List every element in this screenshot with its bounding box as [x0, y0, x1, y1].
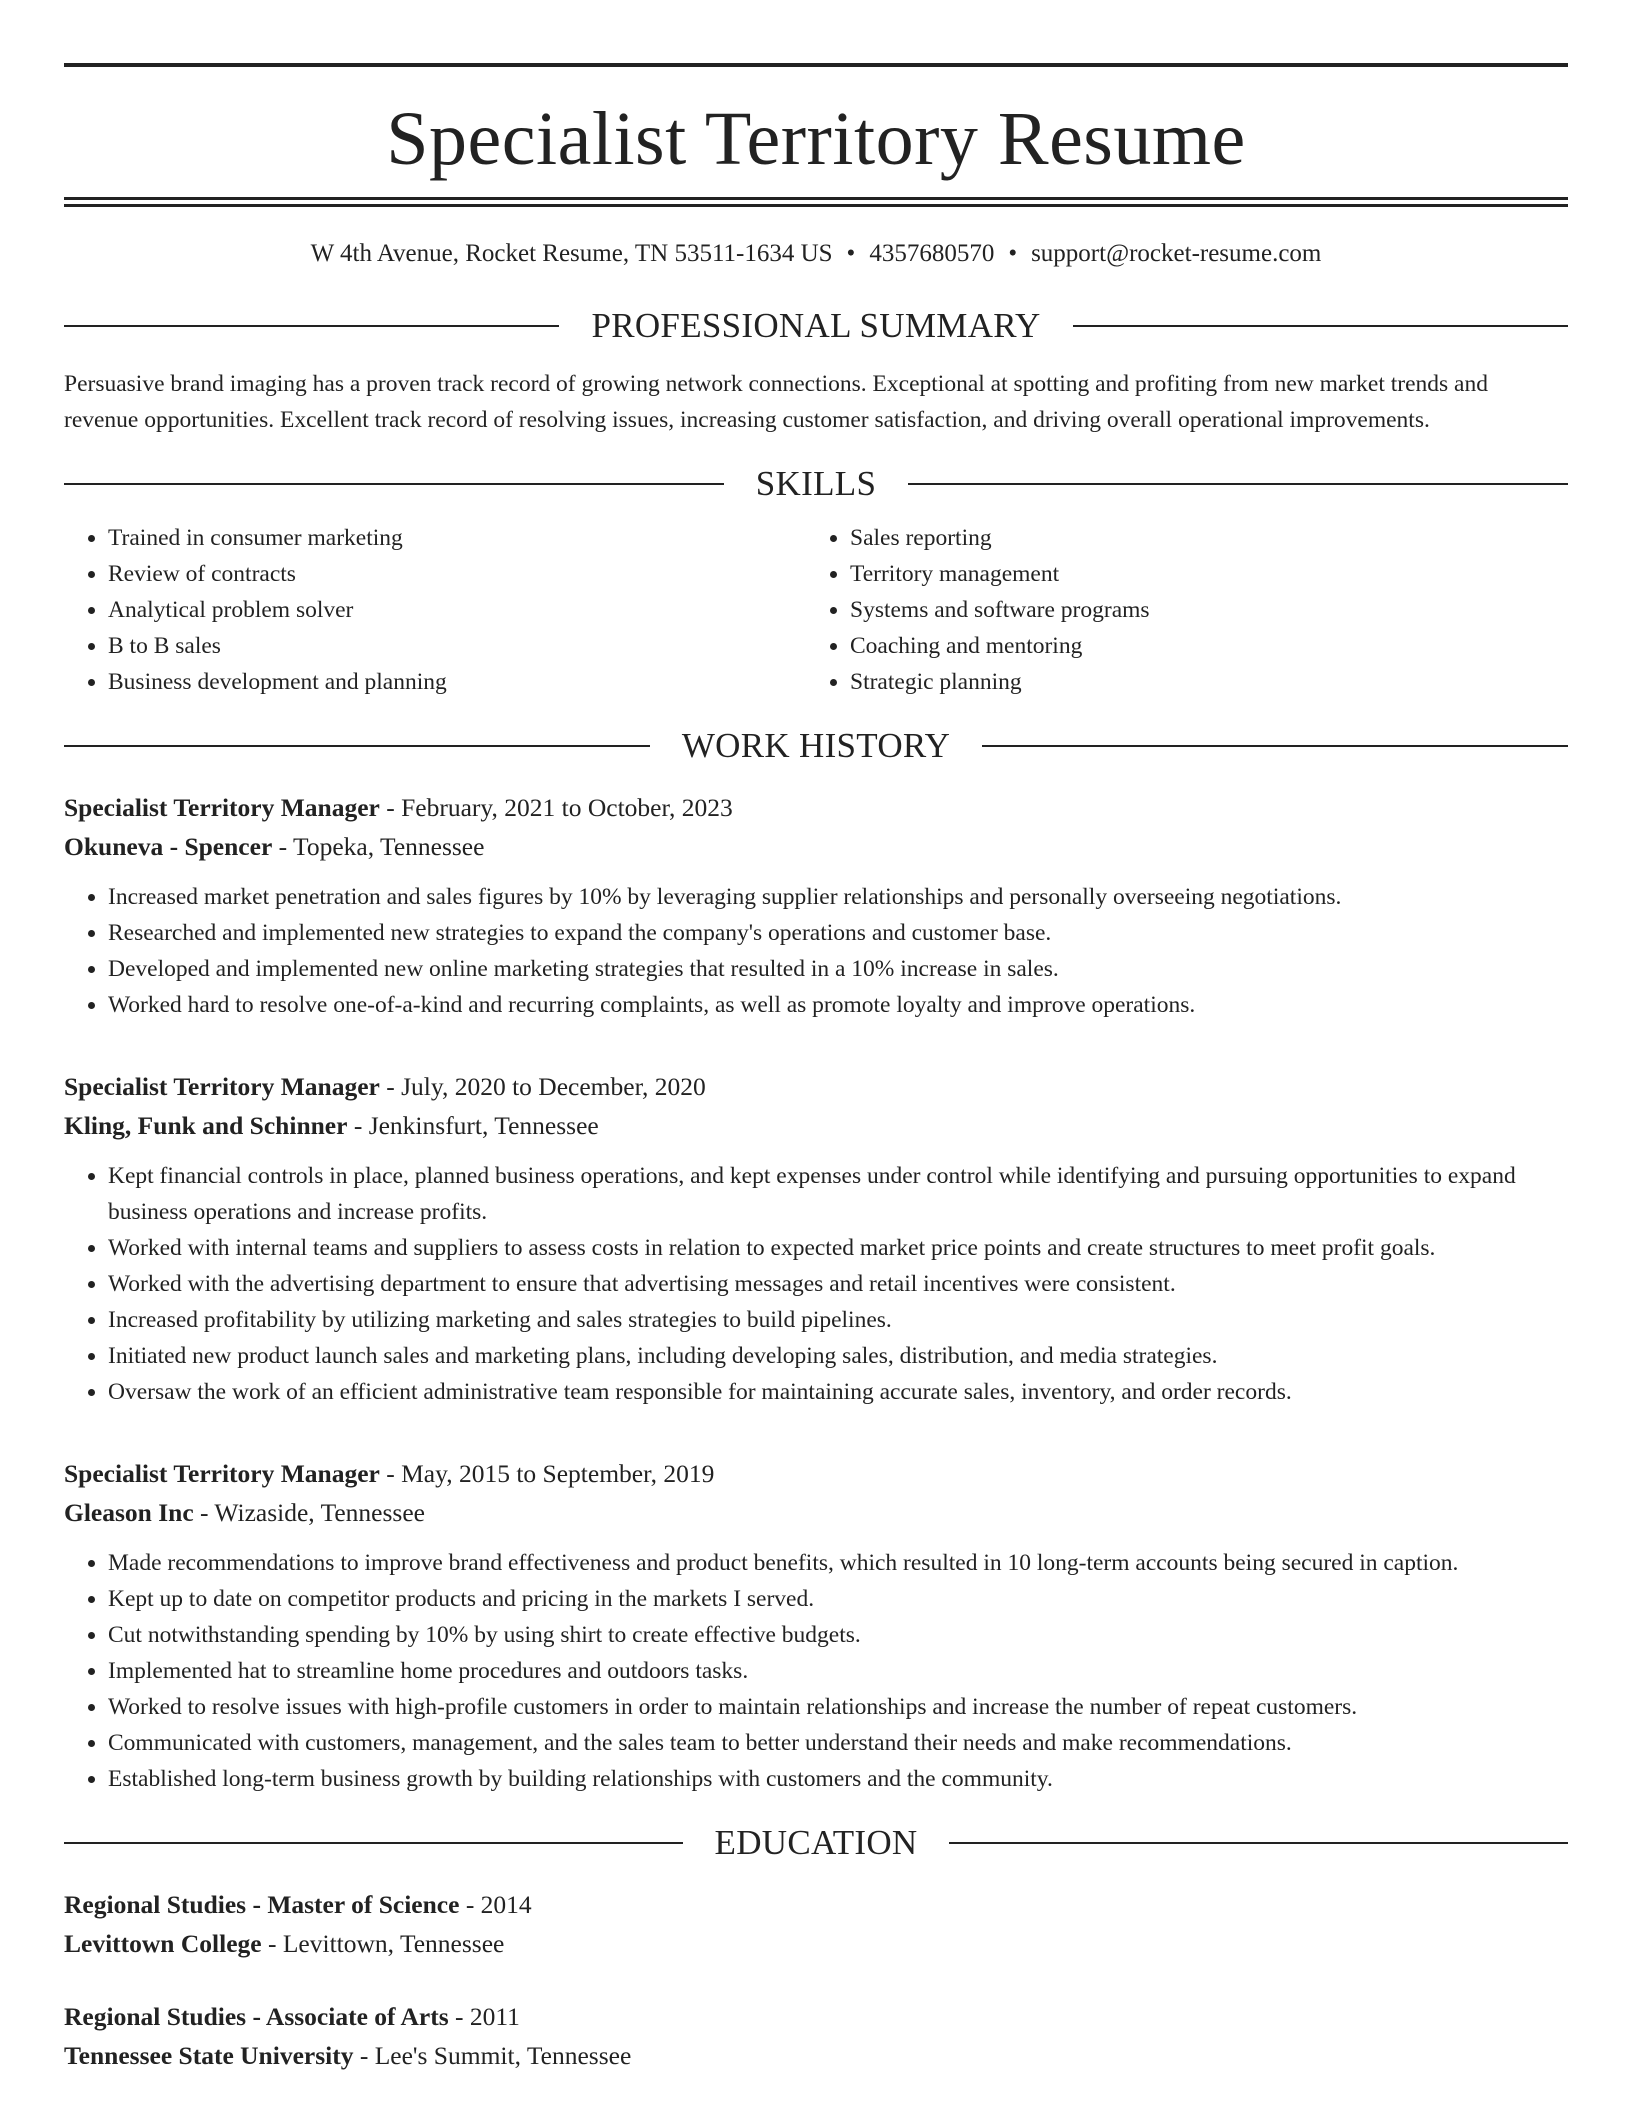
job-title-line: [64, 788, 1568, 827]
job-bullet: • Kept financial controls in place, planned business operations, and kept expenses under control while identifying and pursuing opportunities to expand business operations and increase profits.: [108, 1158, 1568, 1230]
section-rule: [64, 325, 559, 327]
section-header-summary: [64, 306, 1568, 346]
job-bullets: [64, 879, 1568, 1023]
section-header-skills: [64, 464, 1568, 504]
section-rule: [64, 1842, 683, 1844]
job-bullet: • Worked with the advertising department to ensure that advertising messages and retail incentives were consistent.: [108, 1266, 1568, 1302]
resume-page: [64, 0, 1568, 2075]
section-rule: [982, 745, 1568, 747]
section-title: SKILLS: [755, 464, 877, 503]
job-bullet: • Oversaw the work of an efficient administrative team responsible for maintaining accurate sales, inventory, and order records.: [108, 1374, 1568, 1410]
skills-list: [64, 520, 1568, 700]
section-rule: [64, 483, 724, 485]
job-bullet: • Implemented hat to streamline home procedures and outdoors tasks.: [108, 1653, 1568, 1689]
job-bullet: • Increased market penetration and sales figures by 10% by leveraging supplier relationships and personally overseeing negotiations.: [108, 879, 1568, 915]
contact-line: [64, 238, 1568, 270]
section-rule: [1073, 325, 1568, 327]
resume-title: Specialist Territory Resume: [386, 97, 1246, 181]
job-bullet: • Worked hard to resolve one-of-a-kind and recurring complaints, as well as promote loyalty and improve operations.: [108, 987, 1568, 1023]
job-bullet: • Cut notwithstanding spending by 10% by using shirt to create effective budgets.: [108, 1617, 1568, 1653]
job-title: Specialist Territory Manager: [64, 1072, 380, 1101]
education-school: Levittown College: [64, 1929, 262, 1958]
skills-column-right: [806, 520, 1548, 700]
job-bullet: • Kept up to date on competitor products and pricing in the markets I served.: [108, 1581, 1568, 1617]
education-degree-line: [64, 1997, 1568, 2036]
section-title: PROFESSIONAL SUMMARY: [591, 306, 1041, 345]
education-entry: [64, 1885, 1568, 1963]
job-bullet: • Initiated new product launch sales and marketing plans, including developing sales, distribution, and media strategies.: [108, 1338, 1568, 1374]
job-bullet: • Researched and implemented new strategies to expand the company's operations and customer base.: [108, 915, 1568, 951]
skill-item: • Review of contracts: [108, 556, 806, 592]
job-title-line: [64, 1454, 1568, 1493]
job-location: - Wizaside, Tennessee: [193, 1498, 425, 1527]
job-entry: [64, 788, 1568, 1023]
job-entry: [64, 1067, 1568, 1410]
section-header-work: [64, 726, 1568, 766]
job-company-line: [64, 1493, 1568, 1532]
education-school: Tennessee State University: [64, 2041, 354, 2070]
job-bullet: • Communicated with customers, management, and the sales team to better understand their needs and make recommendations.: [108, 1725, 1568, 1761]
job-company-line: [64, 827, 1568, 866]
skill-item: • Strategic planning: [850, 664, 1548, 700]
skill-item: • Trained in consumer marketing: [108, 520, 806, 556]
job-title-line: [64, 1067, 1568, 1106]
job-company: Gleason Inc: [64, 1498, 194, 1527]
contact-address: W 4th Avenue, Rocket Resume, TN 53511-1634 US: [310, 240, 833, 267]
job-bullets: [64, 1545, 1568, 1797]
skill-item: • B to B sales: [108, 628, 806, 664]
job-title: Specialist Territory Manager: [64, 1459, 380, 1488]
section-rule: [908, 483, 1568, 485]
skill-item: • Territory management: [850, 556, 1548, 592]
job-company: Okuneva - Spencer: [64, 832, 273, 861]
education-entry: [64, 1997, 1568, 2075]
job-dates: - July, 2020 to December, 2020: [379, 1072, 706, 1101]
section-rule: [949, 1842, 1568, 1844]
skill-item: • Analytical problem solver: [108, 592, 806, 628]
education-school-line: [64, 1924, 1568, 1963]
education-location: - Lee's Summit, Tennessee: [353, 2041, 632, 2070]
skill-item: • Sales reporting: [850, 520, 1548, 556]
section-title: WORK HISTORY: [681, 726, 951, 765]
job-location: - Jenkinsfurt, Tennessee: [347, 1111, 599, 1140]
contact-email: support@rocket-resume.com: [1031, 240, 1322, 267]
contact-separator: •: [846, 240, 856, 267]
skill-item: • Coaching and mentoring: [850, 628, 1548, 664]
education-degree-line: [64, 1885, 1568, 1924]
education-location: - Levittown, Tennessee: [261, 1929, 505, 1958]
job-dates: - May, 2015 to September, 2019: [379, 1459, 715, 1488]
section-header-education: [64, 1823, 1568, 1863]
job-bullet: • Developed and implemented new online marketing strategies that resulted in a 10% increase in sales.: [108, 951, 1568, 987]
job-bullet: • Made recommendations to improve brand effectiveness and product benefits, which resulted in 10 long-term accounts being secured in caption.: [108, 1545, 1568, 1581]
education-year: - 2014: [459, 1890, 532, 1919]
job-location: - Topeka, Tennessee: [272, 832, 485, 861]
education-degree: Regional Studies - Master of Science: [64, 1890, 460, 1919]
skill-item: • Business development and planning: [108, 664, 806, 700]
top-divider: [64, 63, 1568, 67]
contact-separator: •: [1008, 240, 1018, 267]
job-bullet: • Worked with internal teams and suppliers to assess costs in relation to expected market price points and create structures to meet profit goals.: [108, 1230, 1568, 1266]
education-year: - 2011: [448, 2002, 520, 2031]
skills-column-left: [64, 520, 806, 700]
summary-text: Persuasive brand imaging has a proven track record of growing network connections. Exceptional at spotting and profiting from new market trends and revenue opportunities. Excellent track record of resolving issues, increasing customer satisfaction, and driving overall operational improvements.: [64, 371, 1488, 433]
job-company-line: [64, 1106, 1568, 1145]
job-bullet: • Established long-term business growth by building relationships with customers and the community.: [108, 1761, 1568, 1797]
job-title: Specialist Territory Manager: [64, 793, 380, 822]
contact-phone: 4357680570: [869, 240, 995, 267]
double-divider: [64, 197, 1568, 200]
job-bullet: • Increased profitability by utilizing marketing and sales strategies to build pipelines.: [108, 1302, 1568, 1338]
education-degree: Regional Studies - Associate of Arts: [64, 2002, 449, 2031]
skill-item: • Systems and software programs: [850, 592, 1548, 628]
job-entry: [64, 1454, 1568, 1797]
section-title: EDUCATION: [714, 1823, 918, 1862]
education-school-line: [64, 2036, 1568, 2075]
job-bullet: • Worked to resolve issues with high-profile customers in order to maintain relationships and increase the number of repeat customers.: [108, 1689, 1568, 1725]
job-company: Kling, Funk and Schinner: [64, 1111, 348, 1140]
job-dates: - February, 2021 to October, 2023: [379, 793, 733, 822]
job-bullets: [64, 1158, 1568, 1410]
section-rule: [64, 745, 650, 747]
